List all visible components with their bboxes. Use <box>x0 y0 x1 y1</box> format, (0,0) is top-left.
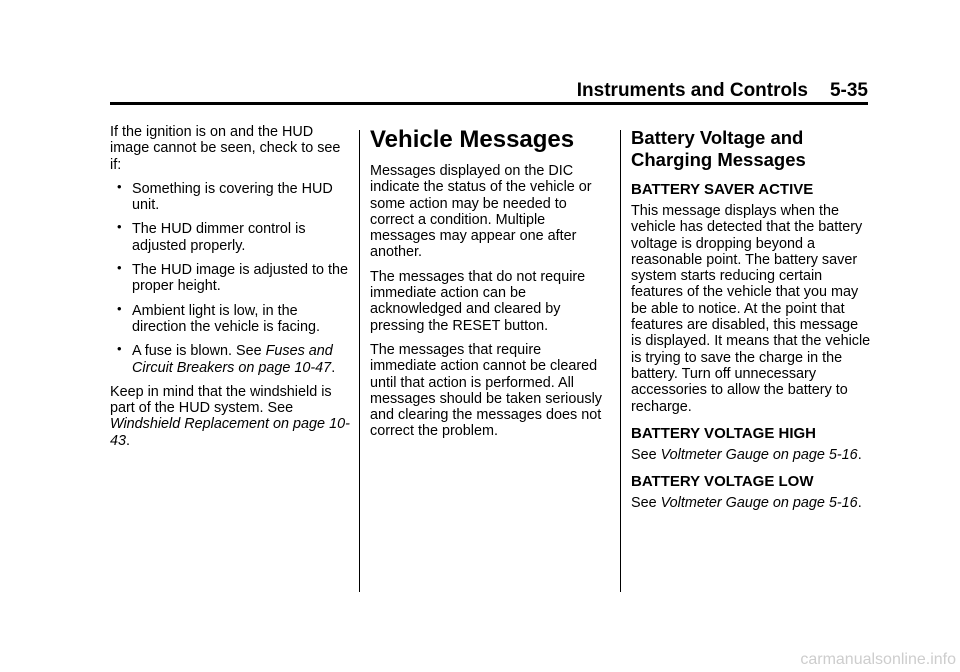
see-text: See <box>631 495 661 512</box>
column-middle <box>370 127 606 448</box>
page-header <box>110 80 868 105</box>
see-text: See <box>631 446 661 463</box>
punctuation: . <box>126 432 131 449</box>
list-item: • The HUD image is adjusted to the proper height. <box>110 262 350 295</box>
paragraph: Messages displayed on the DIC indicate the status of the vehicle or some action may be needed to correct a condition. Multiple messages may appear one after another. <box>370 163 592 261</box>
column-left <box>110 124 350 457</box>
windshield-reference-link[interactable]: Windshield Replacement on page 10-43 <box>110 416 350 449</box>
battery-saver-heading: BATTERY SAVER ACTIVE <box>631 181 814 198</box>
battery-low-heading: BATTERY VOLTAGE LOW <box>631 473 814 491</box>
vehicle-messages-heading: Vehicle Messages <box>370 126 575 153</box>
list-item: • Ambient light is low, in the direction the vehicle is facing. <box>110 303 350 336</box>
punctuation: . <box>331 359 336 376</box>
voltmeter-reference-link[interactable]: Voltmeter Gauge on page 5-16 <box>660 495 858 512</box>
fuse-text: A fuse is blown. See <box>132 343 266 360</box>
battery-high-text <box>631 447 871 463</box>
battery-low-text <box>631 495 871 511</box>
windshield-note <box>110 384 350 449</box>
column-divider <box>359 130 360 592</box>
battery-saver-text: This message displays when the vehicle has detected that the battery voltage is dropping beyond a reasonable point. The battery saver system starts reducing certain features of the vehicle that you may be able to notice. At the point that features are disabled, this message is displayed. It means that the vehicle is trying to save the charge in the battery. Turn off unnecessary accessories to allow the battery to recharge. <box>631 203 871 415</box>
battery-high-heading: BATTERY VOLTAGE HIGH <box>631 424 817 442</box>
punctuation: . <box>857 446 862 463</box>
battery-section-heading: Battery Voltage and Charging Messages <box>631 127 806 170</box>
list-item <box>110 343 350 376</box>
windshield-text: Keep in mind that the windshield is part of the HUD system. See <box>110 383 332 417</box>
running-head <box>577 80 868 102</box>
hud-intro: If the ignition is on and the HUD image cannot be seen, check to see if: <box>110 124 341 173</box>
column-divider <box>620 130 621 592</box>
paragraph: The messages that do not require immediate action can be acknowledged and cleared by pressing the RESET button. <box>370 268 586 334</box>
section-title: Instruments and Controls <box>576 80 808 101</box>
list-item: • Something is covering the HUD unit. <box>110 181 350 214</box>
paragraph: The messages that require immediate action cannot be cleared until that action is performed. All messages should be taken seriously and clearing the messages does not correct the problem. <box>370 341 602 440</box>
fuses-reference-link[interactable]: Fuses and Circuit Breakers on page 10-47 <box>132 343 333 376</box>
column-right <box>631 127 871 519</box>
hud-checklist <box>110 181 350 376</box>
watermark: carmanualsonline.info <box>800 651 956 668</box>
voltmeter-reference-link[interactable]: Voltmeter Gauge on page 5-16 <box>660 446 858 463</box>
list-item: • The HUD dimmer control is adjusted properly. <box>110 221 350 254</box>
page-number: 5-35 <box>829 80 868 101</box>
punctuation: . <box>857 495 862 512</box>
